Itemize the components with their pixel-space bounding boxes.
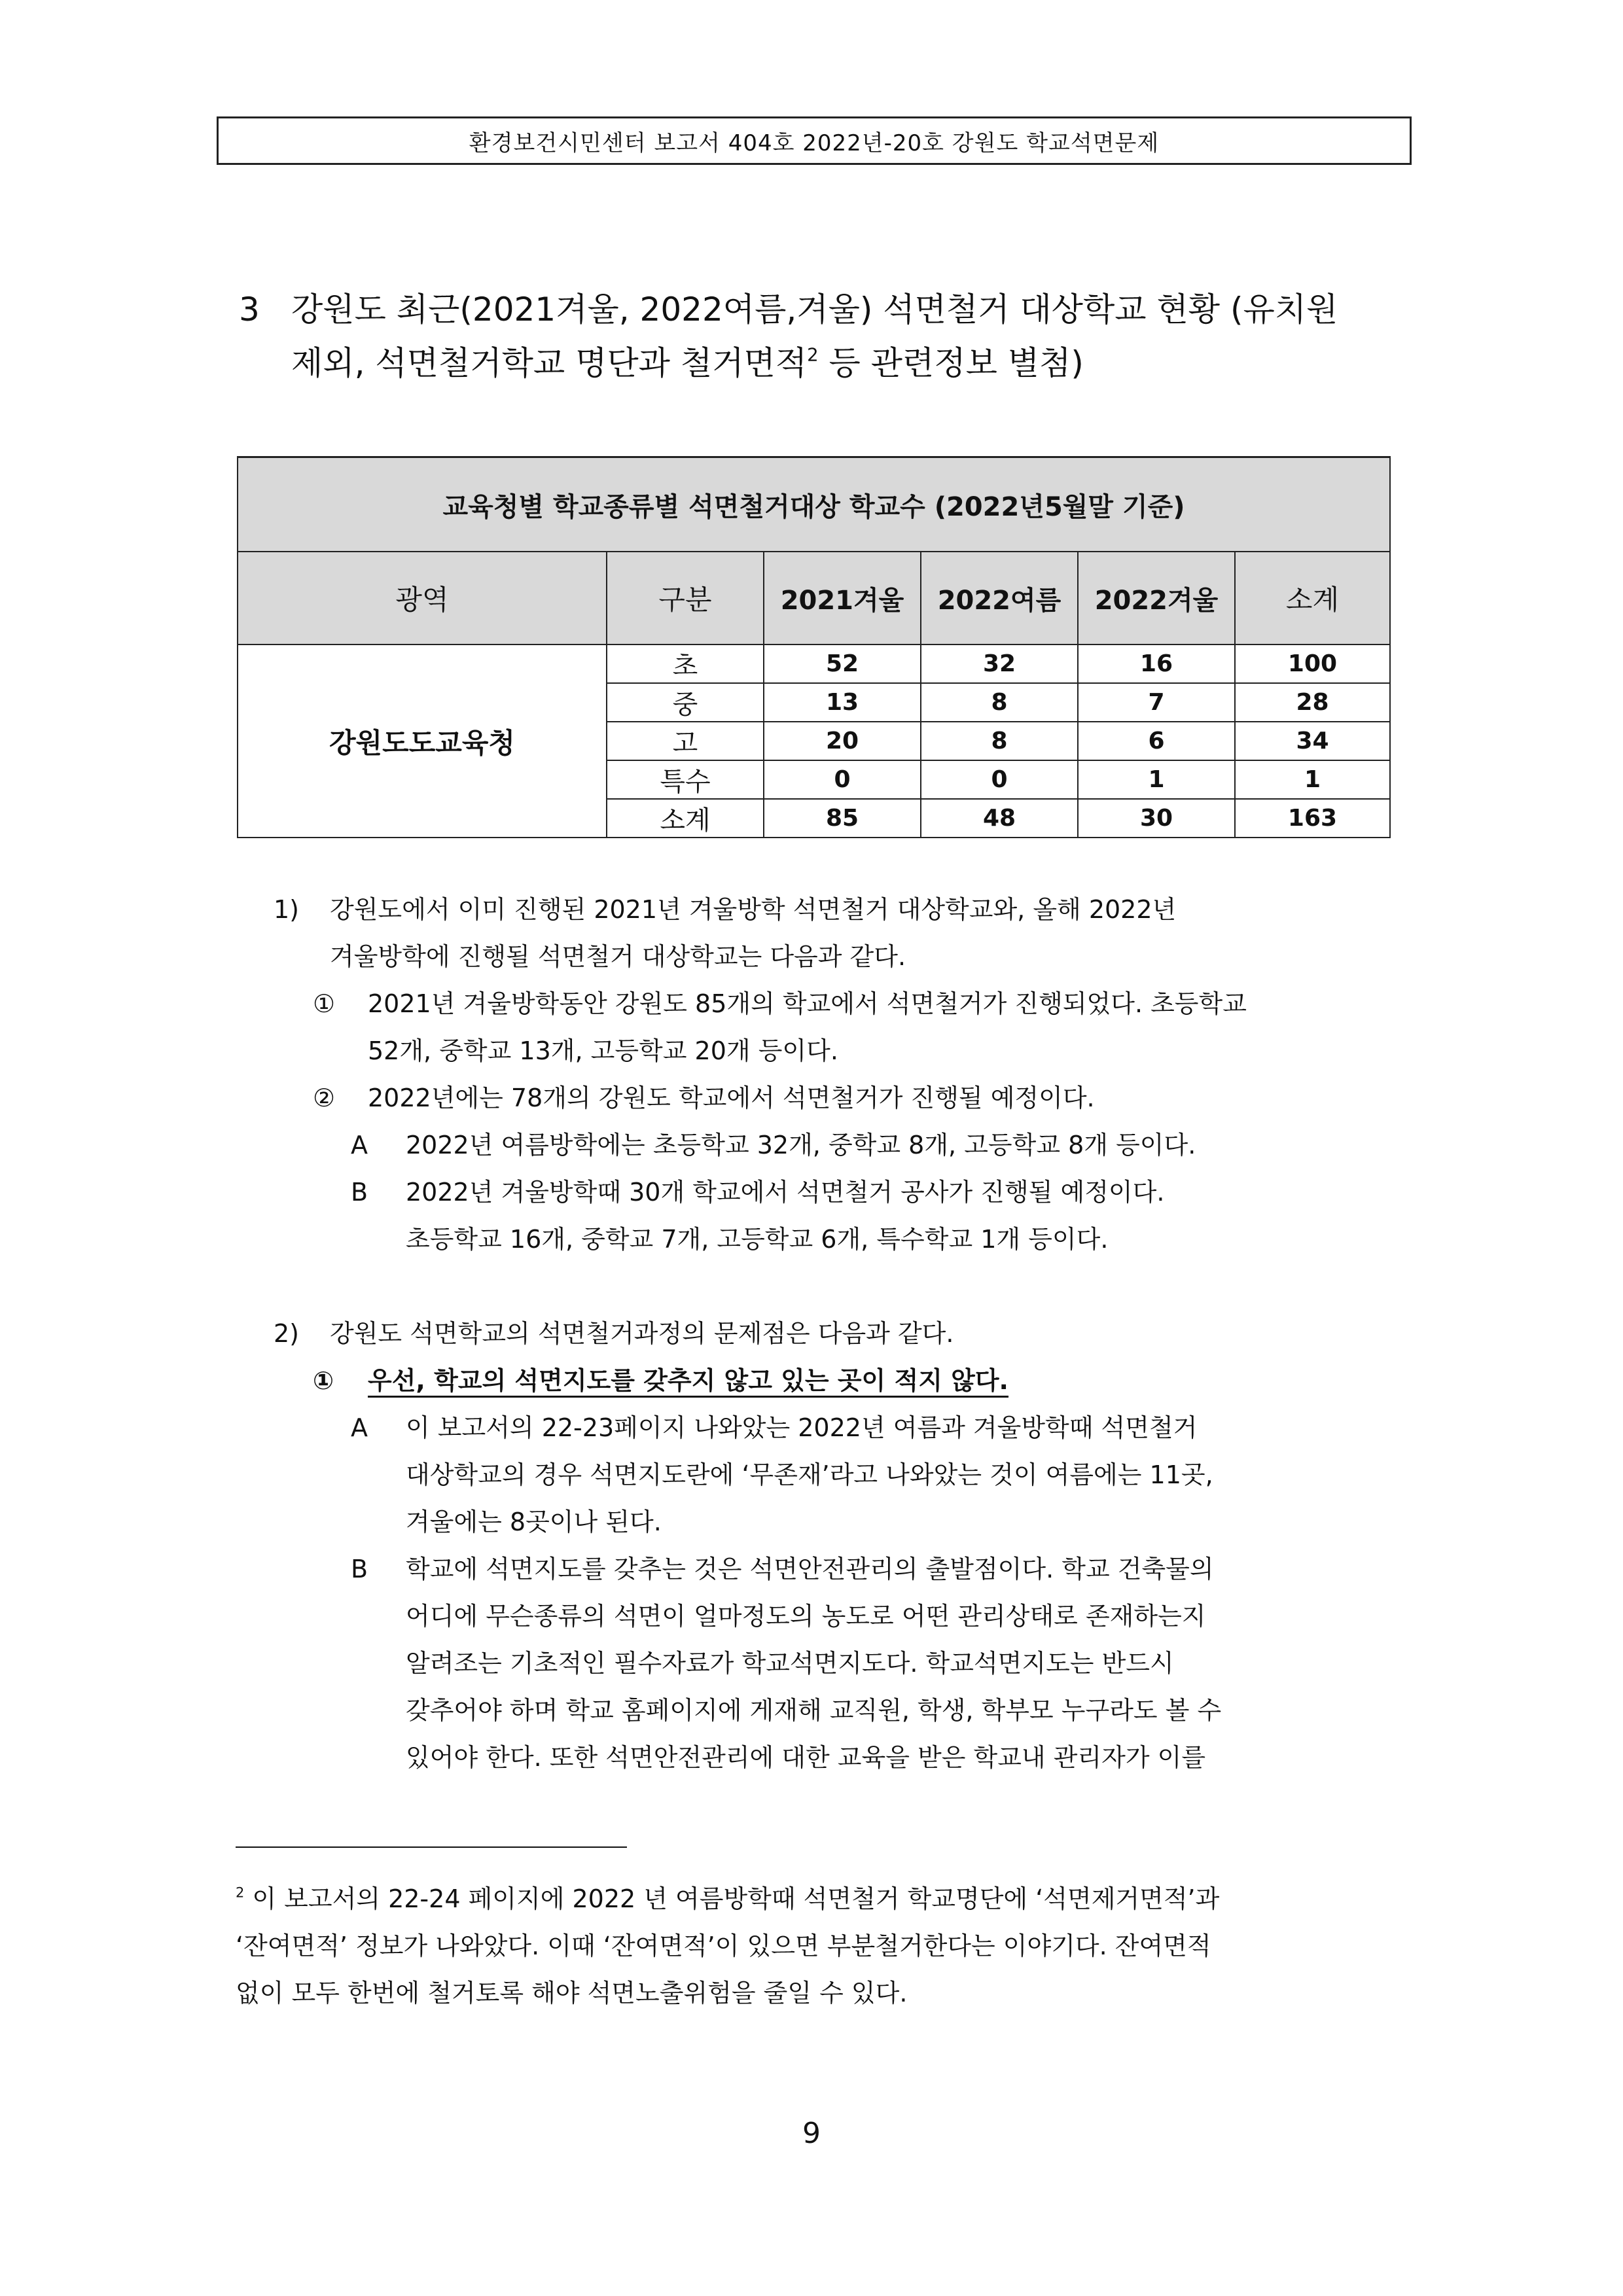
value-cell: 30 [1078, 799, 1235, 838]
kind-cell: 소계 [607, 799, 764, 838]
col-header-2021-winter: 2021겨울 [764, 552, 921, 645]
section-title-line2-text: 제외, 석면철거학교 명단과 철거면적 [291, 344, 808, 382]
kind-cell: 특수 [607, 760, 764, 799]
item1-line2: 겨울방학에 진행될 석면철거 대상학교는 다음과 같다. [330, 942, 906, 971]
item1-sub2-b-line1: 2022년 겨울방학때 30개 학교에서 석면철거 공사가 진행될 예정이다. [406, 1178, 1165, 1207]
page-number: 9 [802, 2117, 821, 2150]
footnote-ref[interactable]: 2 [807, 344, 819, 366]
kind-cell: 초 [607, 645, 764, 683]
item1-sub1-line1: 2021년 겨울방학동안 강원도 85개의 학교에서 석면철거가 진행되었다. 초등학교 [368, 989, 1247, 1018]
running-header-text: 환경보건시민센터 보고서 404호 2022년-20호 강원도 학교석면문제 [469, 130, 1160, 156]
section-title-line2 [291, 336, 1084, 390]
value-cell: 163 [1235, 799, 1390, 838]
col-header-region: 광역 [238, 552, 607, 645]
value-cell: 1 [1078, 760, 1235, 799]
value-cell: 52 [764, 645, 921, 683]
item2-sub1-a-line2: 대상학교의 경우 석면지도란에 ‘무존재’라고 나와았는 것이 여름에는 11곳, [406, 1460, 1213, 1489]
item1-sub2-a-marker: A [351, 1131, 368, 1159]
item2-sub1-heading: 우선, 학교의 석면지도를 갖추지 않고 있는 곳이 적지 않다. [368, 1366, 1008, 1395]
item1-sub2-line1: 2022년에는 78개의 강원도 학교에서 석면철거가 진행될 예정이다. [368, 1084, 1095, 1112]
item2-sub1-b-line5: 있어야 한다. 또한 석면안전관리에 대한 교육을 받은 학교내 관리자가 이를 [406, 1743, 1206, 1772]
item1-marker: 1) [274, 895, 300, 924]
value-cell: 48 [921, 799, 1078, 838]
value-cell: 7 [1078, 683, 1235, 722]
item2-sub1-marker: ① [313, 1366, 334, 1395]
item1-sub2-b-line2: 초등학교 16개, 중학교 7개, 고등학교 6개, 특수학교 1개 등이다. [406, 1225, 1109, 1254]
item1-sub1-line2: 52개, 중학교 13개, 고등학교 20개 등이다. [368, 1036, 838, 1065]
col-header-subtotal: 소계 [1235, 552, 1390, 645]
value-cell: 32 [921, 645, 1078, 683]
value-cell: 8 [921, 722, 1078, 760]
col-header-kind: 구분 [607, 552, 764, 645]
item1-line1: 강원도에서 이미 진행된 2021년 겨울방학 석면철거 대상학교와, 올해 2022년 [330, 895, 1177, 924]
footnote-number: 2 [236, 1884, 245, 1901]
value-cell: 100 [1235, 645, 1390, 683]
value-cell: 20 [764, 722, 921, 760]
table-title: 교육청별 학교종류별 석면철거대상 학교수 (2022년5월말 기준) [238, 457, 1390, 552]
asbestos-school-table [237, 456, 1391, 838]
item2-sub1-b-line4: 갖추어야 하며 학교 홈페이지에 게재해 교직원, 학생, 학부모 누구라도 볼 수 [406, 1696, 1222, 1725]
value-cell: 85 [764, 799, 921, 838]
item2-sub1-a-line1: 이 보고서의 22-23페이지 나와았는 2022년 여름과 겨울방학때 석면철거 [406, 1413, 1198, 1442]
item1-sub2-b-marker: B [351, 1178, 368, 1207]
value-cell: 13 [764, 683, 921, 722]
item2-line1: 강원도 석면학교의 석면철거과정의 문제점은 다음과 같다. [330, 1319, 954, 1348]
footnote-line1-text: 이 보고서의 22-24 페이지에 2022 년 여름방학때 석면철거 학교명단에 ‘석면제거면적’과 [244, 1884, 1220, 1913]
col-header-2022-winter: 2022겨울 [1078, 552, 1235, 645]
footnote-line2: ‘잔여면적’ 정보가 나와았다. 이때 ‘잔여면적’이 있으면 부분철거한다는 이야기다. 잔여면적 [236, 1932, 1211, 1960]
item2-sub1-b-line2: 어디에 무슨종류의 석면이 얼마정도의 농도로 어떤 관리상태로 존재하는지 [406, 1602, 1206, 1631]
running-header [217, 116, 1412, 165]
section-number: 3 [239, 291, 260, 328]
value-cell: 1 [1235, 760, 1390, 799]
item2-sub1-a-line3: 겨울에는 8곳이나 된다. [406, 1508, 662, 1536]
kind-cell: 고 [607, 722, 764, 760]
table-header-row [238, 552, 1390, 645]
value-cell: 8 [921, 683, 1078, 722]
footnote-line3: 없이 모두 한번에 철거토록 해야 석면노출위험을 줄일 수 있다. [236, 1979, 908, 2007]
value-cell: 0 [764, 760, 921, 799]
footnote-line1 [236, 1875, 1394, 1922]
value-cell: 0 [921, 760, 1078, 799]
value-cell: 6 [1078, 722, 1235, 760]
table-title-row [238, 457, 1390, 552]
footnote-separator [236, 1846, 627, 1848]
value-cell: 16 [1078, 645, 1235, 683]
kind-cell: 중 [607, 683, 764, 722]
col-header-2022-summer: 2022여름 [921, 552, 1078, 645]
section-title-line2-tail: 등 관련정보 별첨) [818, 344, 1084, 382]
item2-sub1-b-line3: 알려조는 기초적인 필수자료가 학교석면지도다. 학교석면지도는 반드시 [406, 1649, 1174, 1678]
item2-marker: 2) [274, 1319, 300, 1348]
item2-sub1-a-marker: A [351, 1413, 368, 1442]
footnote [236, 1875, 1394, 2017]
item2-sub1-b-marker: B [351, 1555, 368, 1583]
item1-sub2-a-line: 2022년 여름방학에는 초등학교 32개, 중학교 8개, 고등학교 8개 등이다. [406, 1131, 1196, 1159]
section-title-line1: 강원도 최근(2021겨울, 2022여름,겨울) 석면철거 대상학교 현황 (유치원 [291, 291, 1338, 328]
region-cell: 강원도도교육청 [238, 645, 607, 838]
item1-sub2-marker: ② [313, 1084, 336, 1112]
value-cell: 34 [1235, 722, 1390, 760]
value-cell: 28 [1235, 683, 1390, 722]
item2-sub1-b-line1: 학교에 석면지도를 갖추는 것은 석면안전관리의 출발점이다. 학교 건축물의 [406, 1555, 1214, 1583]
item1-sub1-marker: ① [313, 989, 336, 1018]
table-row [238, 645, 1390, 683]
